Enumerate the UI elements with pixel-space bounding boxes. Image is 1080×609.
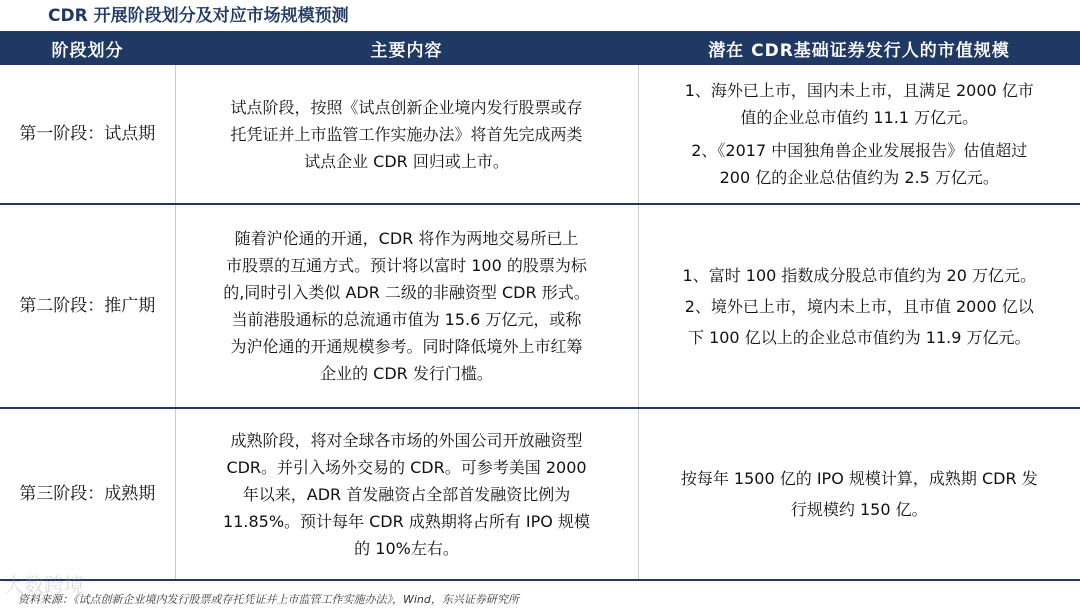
content-line: 当前港股通标的总流通市值为 15.6 万亿元，或称	[231, 310, 582, 329]
market-line: 2、境外已上市，境内未上市，且市值 2000 亿以	[684, 296, 1034, 316]
content-line: 年以来，ADR 首发融资占全部首发融资比例为	[242, 484, 571, 504]
content-line: 企业的 CDR 发行门槛。	[320, 364, 493, 383]
content-line: 市股票的互通方式。预计将以富时 100 的股票为标	[226, 256, 587, 275]
market-cell	[638, 65, 1080, 204]
stage-cell: 第一阶段：试点期	[0, 65, 175, 204]
market-line: 2、《2017 中国独角兽企业发展报告》估值超过	[691, 141, 1028, 160]
stage-cell: 第二阶段：推广期	[0, 204, 175, 408]
content-line: 试点阶段，按照《试点创新企业境内发行股票或存	[230, 97, 583, 117]
market-line: 1、富时 100 指数成分股总市值约为 20 万亿元。	[682, 265, 1036, 285]
stage-cell: 第三阶段：成熟期	[0, 408, 175, 580]
market-line: 下 100 亿以上的企业总市值约为 11.9 万亿元。	[687, 327, 1031, 347]
content-cell	[175, 204, 638, 408]
content-line: 托凭证并上市监管工作实施办法》将首先完成两类	[230, 124, 583, 144]
content-line: 试点企业 CDR 回归或上市。	[304, 151, 509, 171]
market-line: 200 亿的企业总估值约为 2.5 万亿元。	[719, 168, 999, 187]
content-line: 的,同时引入类似 ADR 二级的非融资型 CDR 形式。	[223, 283, 590, 302]
table-row	[0, 65, 1080, 204]
content-line: 成熟阶段，将对全球各市场的外国公司开放融资型	[230, 430, 583, 450]
watermark-logo: 大数跨境	[4, 573, 84, 597]
header-content: 主要内容	[175, 31, 638, 65]
header-market: 潜在 CDR基础证券发行人的市值规模	[638, 31, 1080, 65]
content-cell	[175, 65, 638, 204]
market-cell	[638, 408, 1080, 580]
table-header-row	[0, 31, 1080, 65]
content-line: CDR。并引入场外交易的 CDR。可参考美国 2000	[226, 457, 587, 477]
market-line: 1、海外已上市，国内未上市，且满足 2000 亿市	[684, 81, 1034, 100]
header-stage: 阶段划分	[0, 31, 175, 65]
market-cell	[638, 204, 1080, 408]
content-line: 11.85%。预计每年 CDR 成熟期将占所有 IPO 规模	[223, 511, 590, 531]
content-line: 为沪伦通的开通规模参考。同时降低境外上市红筹	[230, 337, 583, 356]
market-line: 值的企业总市值约 11.1 万亿元。	[740, 108, 979, 127]
table-row	[0, 408, 1080, 580]
market-line: 行规模约 150 亿。	[790, 500, 928, 519]
market-line: 按每年 1500 亿的 IPO 规模计算，成熟期 CDR 发	[680, 469, 1038, 488]
source-note: 资料来源：《试点创新企业境内发行股票或存托凭证并上市监管工作实施办法》，Wind，东兴证券研究所	[18, 593, 519, 606]
content-line: 随着沪伦通的开通，CDR 将作为两地交易所已上	[234, 229, 579, 248]
cdr-stage-table	[0, 31, 1080, 581]
content-cell	[175, 408, 638, 580]
content-line: 的 10%左右。	[354, 538, 459, 558]
table-row	[0, 204, 1080, 408]
page-title: CDR 开展阶段划分及对应市场规模预测	[48, 6, 349, 26]
